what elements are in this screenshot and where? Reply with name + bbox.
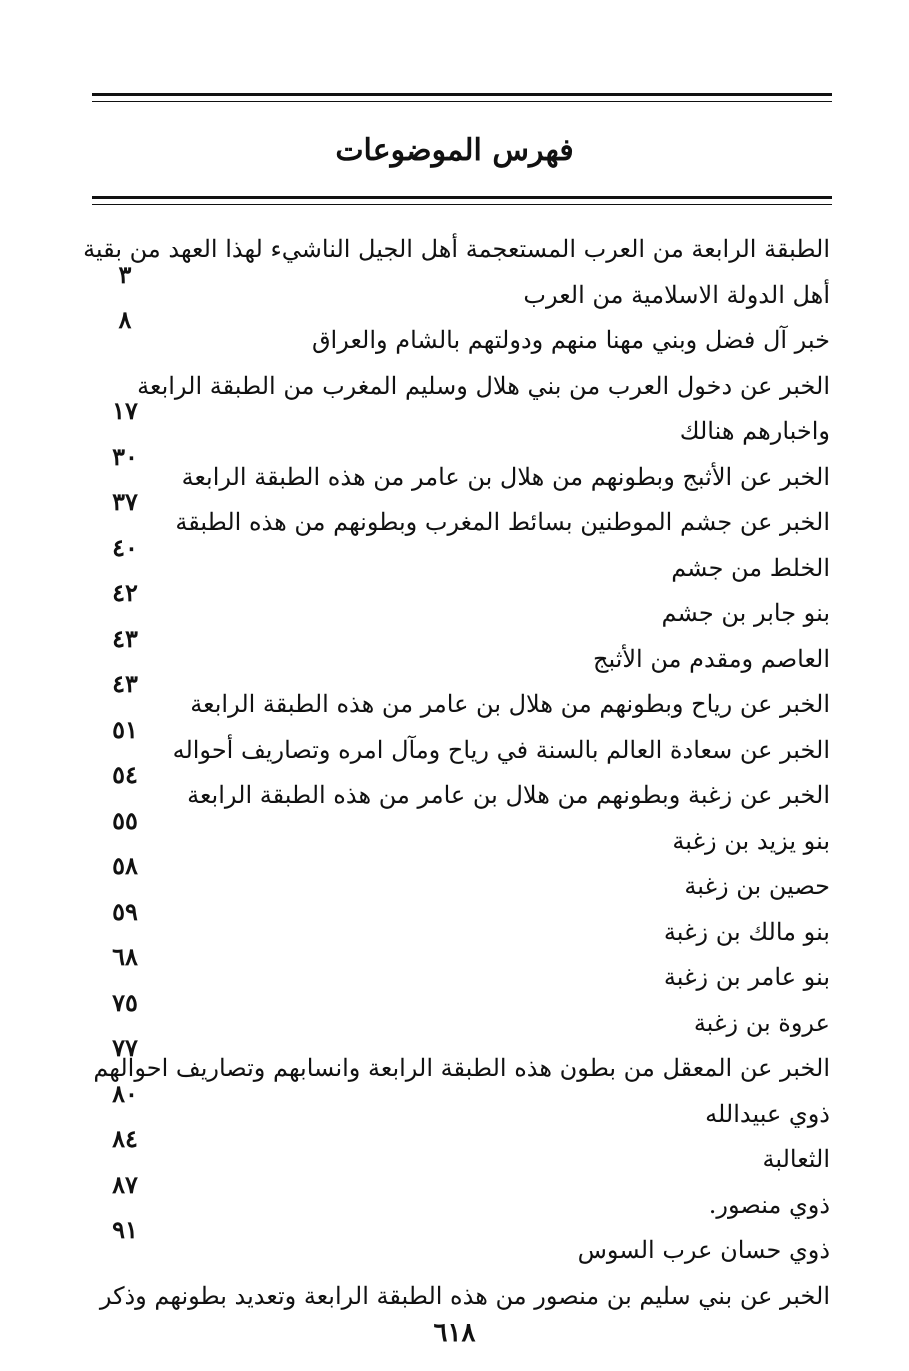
entry-page-number: ٤٣: [112, 623, 138, 653]
entry-title: خبر آل فضل وبني مهنا منهم ودولتهم بالشام والعراق: [311, 326, 830, 354]
toc-entry: [100, 805, 830, 867]
entry-page-number: ٦٨: [112, 942, 138, 971]
toc-entry: [100, 532, 830, 594]
entry-title: العاصم ومقدم من الأثبج: [592, 644, 830, 673]
toc-entry: [100, 1169, 830, 1231]
toc-entry: [100, 851, 830, 912]
entry-title: بنو يزيد بن زغبة: [672, 826, 830, 855]
toc-entry: [100, 760, 830, 821]
contents-list: [83, 229, 830, 1321]
top-rule-thin: [92, 101, 832, 102]
entry-title: حصين بن زغبة: [684, 872, 830, 900]
entry-title: الخبر عن سعادة العالم بالسنة في رياح ومآل امره وتصاريف أحواله: [172, 735, 830, 764]
toc-entry: [100, 714, 830, 776]
toc-entry: [100, 669, 830, 730]
toc-entry: [100, 305, 830, 366]
entry-title: ذوي حسان عرب السوس: [577, 1236, 830, 1264]
entry-page-number: ٥١: [112, 714, 138, 744]
entry-page-number: ٤٠: [112, 532, 138, 562]
toc-entry: [100, 259, 830, 321]
entry-title: بنو جابر بن جشم: [661, 599, 830, 627]
toc-entry: [100, 1124, 830, 1185]
entry-title: عروة بن زغبة: [693, 1008, 830, 1037]
toc-entry: [93, 1033, 830, 1094]
entry-page-number: ٣٧: [112, 487, 138, 516]
toc-entry: [83, 229, 830, 275]
entry-page-number: ٨٤: [112, 1124, 138, 1153]
entry-page-number: ٥٩: [112, 896, 138, 926]
toc-entry: [100, 487, 830, 548]
entry-page-number: ٨٠: [112, 1078, 138, 1108]
entry-page-number: ٥٤: [112, 760, 138, 789]
header-rule-thin: [92, 204, 832, 205]
page-title: فهرس الموضوعات: [335, 133, 574, 168]
entry-page-number: ٥٨: [112, 851, 138, 880]
entry-page-number: ٩١: [112, 1215, 138, 1244]
entry-title: بنو عامر بن زغبة: [663, 963, 830, 991]
entry-page-number: ٧٥: [112, 987, 138, 1017]
header-rule-thick: [92, 196, 832, 199]
entry-page-number: ٨: [118, 305, 132, 334]
toc-entry: [100, 896, 830, 958]
toc-entry: [100, 366, 830, 412]
entry-title: الطبقة الرابعة من العرب المستعجمة أهل الجيل الناشيء لهذا العهد من بقية: [83, 235, 830, 263]
page-number: ٦١٨: [433, 1318, 476, 1348]
entry-title: الخبر عن زغبة وبطونهم من هلال بن عامر من هذه الطبقة الرابعة: [187, 781, 830, 809]
entry-title: الخلط من جشم: [671, 553, 830, 582]
entry-title: الخبر عن المعقل من بطون هذه الطبقة الرابعة وانسابهم وتصاريف احوالهم: [93, 1054, 830, 1082]
toc-entry: [100, 1078, 830, 1140]
toc-entry: [100, 942, 830, 1003]
entry-title: الثعالبة: [762, 1145, 830, 1173]
entry-title: الخبر عن دخول العرب من بني هلال وسليم المغرب من الطبقة الرابعة: [137, 371, 830, 400]
entry-page-number: ٤٢: [112, 578, 138, 607]
entry-title: واخبارهم هنالك: [679, 417, 830, 445]
entry-title: الخبر عن الأثبج وبطونهم من هلال بن عامر من هذه الطبقة الرابعة: [181, 462, 830, 491]
toc-entry: [100, 623, 830, 685]
entry-page-number: ١٧: [112, 396, 138, 425]
toc-entry: [100, 441, 830, 503]
toc-entry: [100, 1215, 830, 1276]
entry-title: بنو مالك بن زغبة: [663, 917, 830, 946]
entry-page-number: ٨٧: [112, 1169, 138, 1199]
toc-entry: [100, 578, 830, 639]
entry-title: ذوي عبيدالله: [705, 1099, 830, 1128]
entry-page-number: ٣٠: [112, 441, 138, 471]
entry-page-number: ٥٥: [112, 805, 138, 835]
toc-entry: [100, 987, 830, 1049]
entry-title: الخبر عن بني سليم بن منصور من هذه الطبقة الرابعة وتعديد بطونهم وذكر: [99, 1281, 830, 1310]
entry-page-number: ٣: [118, 259, 132, 289]
entry-title: الخبر عن جشم الموطنين بسائط المغرب وبطونهم من هذه الطبقة: [175, 508, 830, 536]
entry-page-number: ٧٧: [112, 1033, 138, 1062]
entry-title: ذوي منصور.: [708, 1190, 830, 1219]
top-rule-thick: [92, 93, 832, 96]
toc-entry: [100, 396, 830, 457]
entry-title: الخبر عن رياح وبطونهم من هلال بن عامر من هذه الطبقة الرابعة: [190, 690, 830, 718]
entry-page-number: ٤٣: [112, 669, 138, 698]
entry-title: أهل الدولة الاسلامية من العرب: [523, 280, 830, 309]
